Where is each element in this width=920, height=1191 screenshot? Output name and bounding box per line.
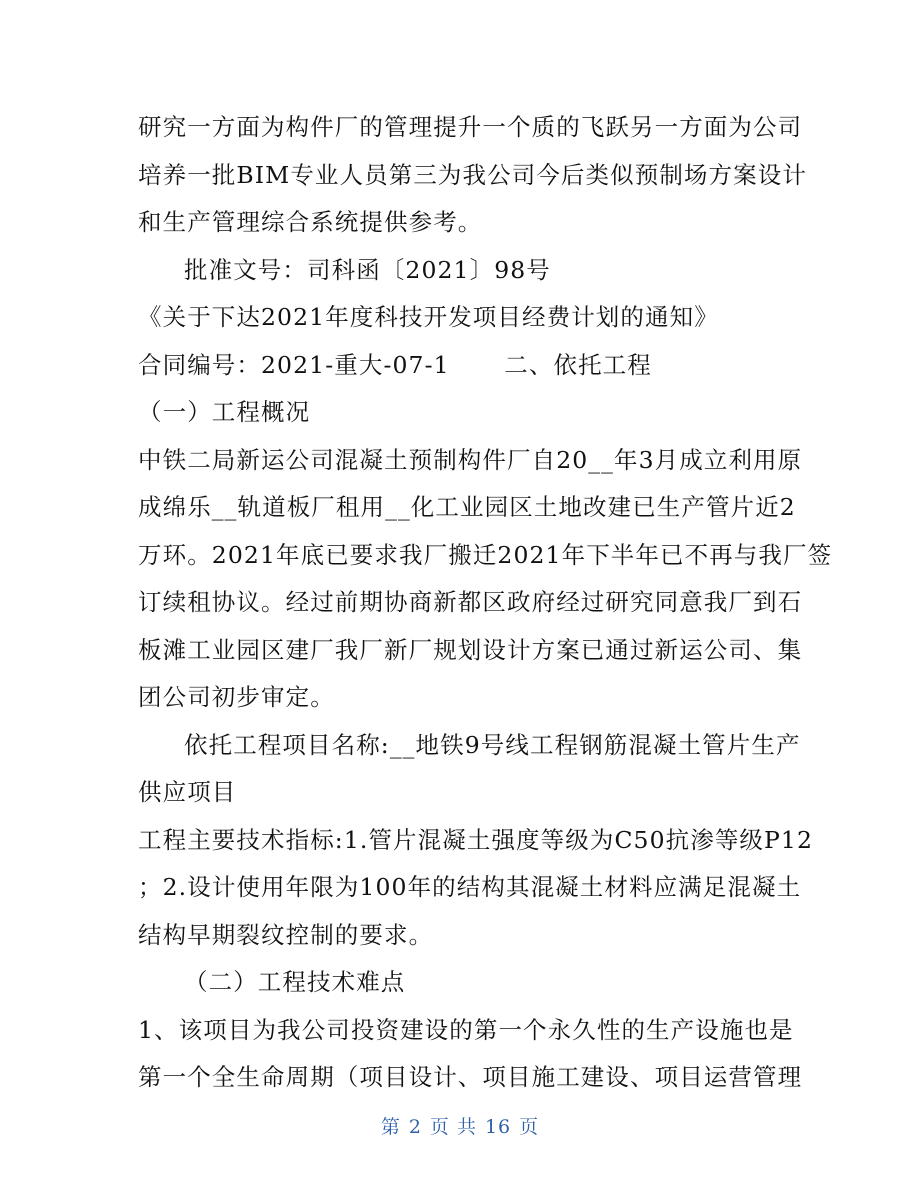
document-body bbox=[138, 104, 833, 1102]
body-line: 板滩工业园区建厂我厂新厂规划设计方案已通过新运公司、集 bbox=[138, 635, 803, 664]
body-line: 工程主要技术指标:1.管片混凝土强度等级为C50抗渗等级P12 bbox=[138, 825, 814, 854]
section-heading: 二、依托工程 bbox=[504, 350, 652, 379]
body-line: 订续租协议。经过前期协商新都区政府经过研究同意我厂到石 bbox=[138, 588, 803, 616]
footer-prefix: 第 bbox=[380, 1116, 401, 1138]
body-line: 和生产管理综合系统提供参考。 bbox=[138, 208, 483, 236]
body-line: 1、该项目为我公司投资建设的第一个永久性的生产设施也是 bbox=[138, 1015, 794, 1044]
project-name-line: 依托工程项目名称:__地铁9号线工程钢筋混凝土管片生产 bbox=[184, 730, 801, 759]
body-line: 结构早期裂纹控制的要求。 bbox=[138, 920, 434, 949]
subsection-heading: （一）工程概况 bbox=[138, 398, 311, 426]
contract-number-line bbox=[138, 342, 798, 390]
footer-total-pages: 16 bbox=[484, 1116, 512, 1138]
body-line: ；2.设计使用年限为100年的结构其混凝土材料应满足混凝土 bbox=[138, 873, 802, 901]
footer-page-number: 2 bbox=[408, 1116, 422, 1138]
approval-number: 批准文号：司科函〔2021〕98号 bbox=[184, 255, 551, 284]
body-line: 中铁二局新运公司混凝土预制构件厂自20__年3月成立利用原 bbox=[138, 445, 803, 474]
body-line: 供应项目 bbox=[138, 778, 237, 806]
body-line: 培养一批BIM专业人员第三为我公司今后类似预制场方案设计 bbox=[138, 160, 807, 189]
subsection-heading: （二）工程技术难点 bbox=[184, 968, 406, 996]
body-line: 第一个全生命周期（项目设计、项目施工建设、项目运营管理 bbox=[138, 1063, 803, 1091]
page-footer bbox=[0, 1112, 920, 1139]
footer-middle: 页 共 bbox=[429, 1116, 477, 1138]
body-line: 万环。2021年底已要求我厂搬迁2021年下半年已不再与我厂签 bbox=[138, 540, 833, 569]
body-line: 团公司初步审定。 bbox=[138, 683, 335, 711]
contract-number: 合同编号：2021-重大-07-1 bbox=[138, 350, 450, 379]
body-line: 研究一方面为构件厂的管理提升一个质的飞跃另一方面为公司 bbox=[138, 113, 803, 141]
footer-suffix: 页 bbox=[519, 1116, 540, 1138]
notice-title: 《关于下达2021年度科技开发项目经费计划的通知》 bbox=[138, 303, 719, 331]
body-line: 成绵乐__轨道板厂租用__化工业园区土地改建已生产管片近2 bbox=[138, 493, 796, 521]
